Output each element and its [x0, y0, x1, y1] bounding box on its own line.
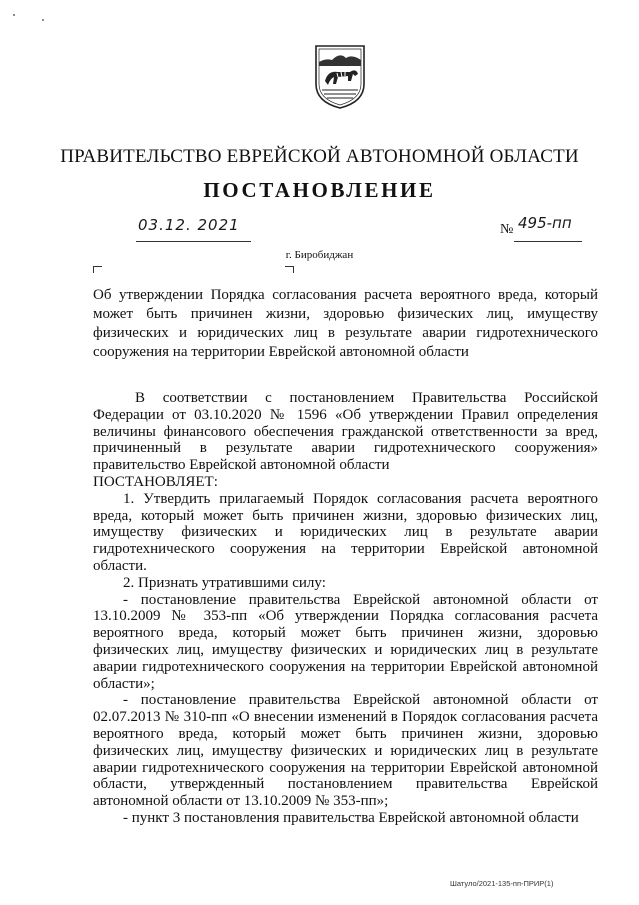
- repeal-item-1: - постановление правительства Еврейской автономной области от 13.10.2009 № 353-пп «Об утверждении Порядка согласования расчета вероятного вреда, который может быть причинен жизни, здоровью физических лиц, имуществу физических и юридических лиц в результате аварии гидротехнического сооружения на территории Еврейской автономной области»;: [93, 591, 598, 692]
- repeal-item-2: - постановление правительства Еврейской автономной области от 02.07.2013 № 310-пп «О внесении изменений в Порядок согласования расчета вероятного вреда, который может быть причинен жизни, здоровью физических лиц, имуществу физических и юридических лиц в результате аварии гидротехнического сооружения на территории Еврейской автономной области, утвержденный постановлением правительства Еврейской автономной области от 13.10.2009 № 353-пп»;: [93, 692, 598, 810]
- city-name: г. Биробиджан: [285, 249, 354, 261]
- subject-corner-right: [285, 266, 294, 273]
- subject-corner-left: [93, 266, 102, 273]
- footer-reference: Шатуло/2021-135-пп-ПРИР(1): [450, 879, 554, 888]
- coat-of-arms-emblem: [314, 44, 366, 110]
- document-body: [93, 390, 598, 827]
- document-number: 495-пп: [518, 214, 572, 232]
- resolves-heading: ПОСТАНОВЛЯЕТ:: [93, 473, 218, 490]
- number-label: №: [500, 222, 514, 237]
- scan-speck: [13, 14, 15, 16]
- government-title: ПРАВИТЕЛЬСТВО ЕВРЕЙСКОЙ АВТОНОМНОЙ ОБЛАСТИ: [60, 146, 579, 167]
- item-2-paragraph: 2. Признать утратившими силу:: [123, 574, 326, 591]
- preamble-paragraph: В соответствии с постановлением Правительства Российской Федерации от 03.10.2020 № 1596 «Об утверждении Правил определения величины финансового обеспечения гражданской ответственности за вред, причиненный в результате аварии гидротехнического сооружения» правительство Еврейской автономной области: [93, 390, 598, 474]
- document-date: 03.12. 2021: [138, 216, 240, 234]
- item-1-paragraph: 1. Утвердить прилагаемый Порядок согласования расчета вероятного вреда, который может быть причинен жизни, здоровью физических лиц, имуществу физических и юридических лиц в результате аварии гидротехнического сооружения на территории Еврейской автономной области.: [93, 490, 598, 574]
- scan-speck: [42, 19, 44, 21]
- document-subject: Об утверждении Порядка согласования расчета вероятного вреда, который может быть причинен жизни, здоровью физических лиц, имуществу физических и юридических лиц в результате аварии гидротехнического сооружения на территории Еврейской автономной области: [93, 287, 598, 360]
- repeal-item-3: - пункт 3 постановления правительства Еврейской автономной области: [123, 809, 579, 826]
- document-type-title: ПОСТАНОВЛЕНИЕ: [203, 178, 436, 202]
